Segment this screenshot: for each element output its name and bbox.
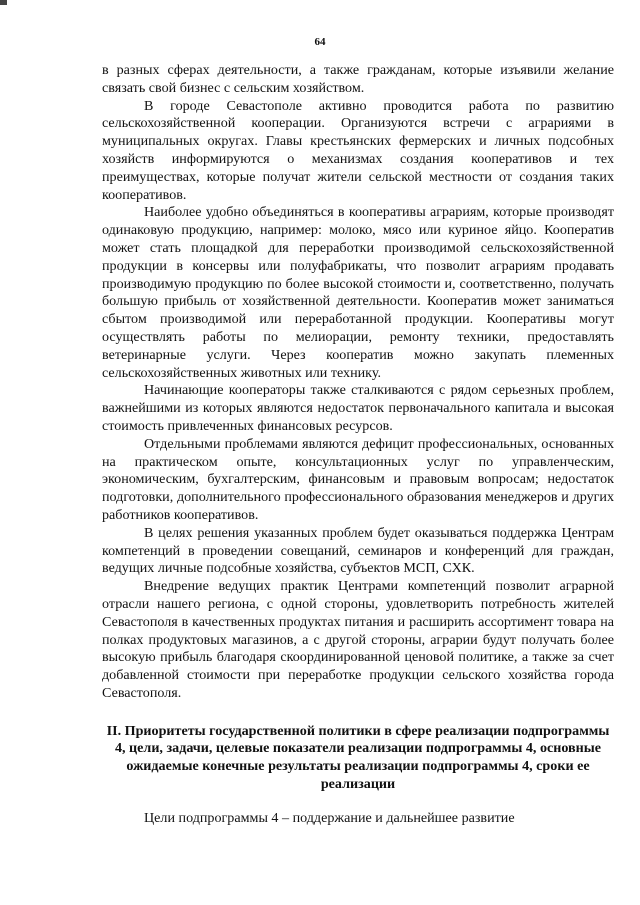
paragraph: В целях решения указанных проблем будет оказываться поддержка Центрам компетенций в проведении совещаний, семинаров и конференций для граждан, ведущих личные подсобные хозяйства, субъектов МСП, СХК. bbox=[102, 524, 614, 577]
section-first-line: Цели подпрограммы 4 – поддержание и дальнейшее развитие bbox=[144, 809, 515, 826]
paragraph: В городе Севастополе активно проводится работа по развитию сельскохозяйственной кооперации. Организуются встречи с аграриями в муниципальных округах. Главы крестьянских фермерских и личных подсобных хозяйств информируются о механизмах создания кооперативов и тех преимуществах, которые получат жители сельской местности от создания таких кооперативов. bbox=[102, 97, 614, 203]
paragraph-continuation: в разных сферах деятельности, а также гражданам, которые изъявили желание связать свой бизнес с сельским хозяйством. bbox=[102, 62, 614, 96]
paragraph: Наиболее удобно объединяться в кооперативы аграриям, которые производят одинаковую продукцию, например: молоко, мясо или куриное яйцо. Кооператив может стать площадкой для переработки производимой сельскохозяйственной продукции в консервы или полуфабрикаты, что позволит аграриям продавать производимую продукцию по более высокой стоимости и, соответственно, получать большую прибыль от хозяйственной деятельности. Кооператив может заниматься сбытом производимой или переработанной продукции. Кооперативы могут осуществлять работы по мелиорации, ремонту техники, предоставлять ветеринарные услуги. Через кооператив можно закупать племенных сельскохозяйственных животных или технику. bbox=[102, 204, 614, 381]
paragraph: Начинающие кооператоры также сталкиваются с рядом серьезных проблем, важнейшими из которых являются недостаток первоначального капитала и высокая стоимость привлеченных финансовых ресурсов. bbox=[102, 382, 614, 434]
section-heading: II. Приоритеты государственной политики в сфере реализации подпрограммы 4, цели, задачи, целевые показатели реализации подпрограммы 4, основные ожидаемые конечные результаты реализации подпрограммы 4, сроки ее реализации bbox=[106, 722, 610, 793]
paragraph: Отдельными проблемами являются дефицит профессиональных, основанных на практическом опыте, консультационных услуг по управленческим, экономическим, бухгалтерским, финансовым и правовым вопросам; недостаток подготовки, дополнительного профессионального образования менеджеров и других работников кооперативов. bbox=[102, 435, 614, 523]
scan-corner-mark bbox=[0, 0, 7, 5]
page-number: 64 bbox=[314, 36, 326, 48]
paragraph: Внедрение ведущих практик Центрами компетенций позволит аграрной отрасли нашего региона, с одной стороны, удовлетворить потребность жителей Севастополя в качественных продуктах питания и расширить ассортимент товара на полках продуктовых магазинов, а с другой стороны, аграрии будут получать более высокую прибыль благодаря скоординированной ценовой политике, а также за счет добавленной стоимости при переработке продукции сельского хозяйства города Севастополя. bbox=[102, 578, 614, 701]
document-body bbox=[102, 62, 614, 828]
